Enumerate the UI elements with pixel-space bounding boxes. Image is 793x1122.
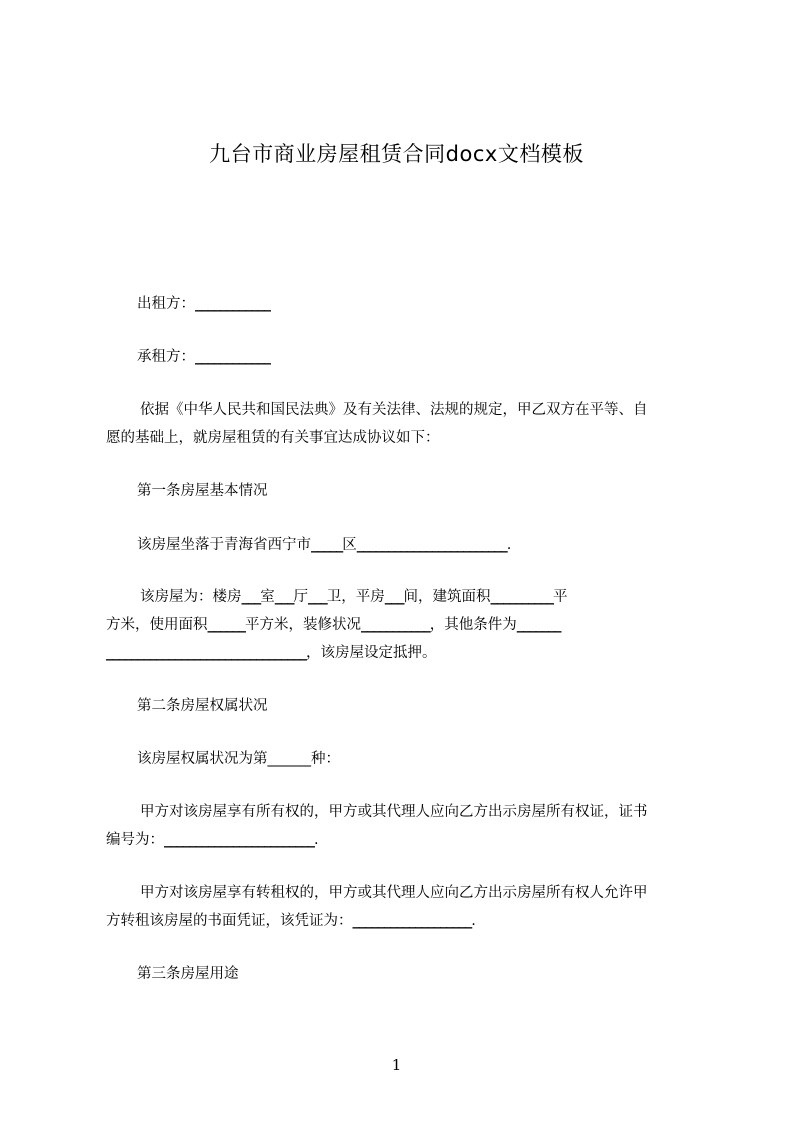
district-blank: _____ (311, 537, 343, 553)
lessor-line (137, 292, 270, 313)
location-end: . (506, 537, 512, 553)
mortgage-text: ，该房屋设定抵押。 (306, 645, 437, 661)
baths-blank: ___ (308, 589, 327, 605)
usable-area-blank: ______ (207, 617, 245, 633)
lessor-label: 出租方： (137, 296, 195, 312)
intro-line-1: 依据《中华人民共和国民法典》及有关法律、法规的规定，甲乙双方在平等、自 (140, 402, 648, 418)
house-text-c: 室 (260, 589, 275, 605)
document-title: 九台市商业房屋租赁合同docx文档模板 (209, 142, 584, 166)
page-number: 1 (391, 1056, 402, 1074)
sublet-proof-blank: ___________________ (352, 913, 472, 929)
decoration-blank: ___________ (361, 617, 430, 633)
location-mid: 区 (342, 537, 357, 553)
lessee-blank: ____________ (195, 349, 270, 365)
cert-number-label: 编号为： (106, 832, 164, 848)
floor-area-blank: __________ (490, 589, 553, 605)
lessee-label: 承租方： (137, 349, 195, 365)
house-line-2 (106, 613, 561, 634)
other-conditions-blank-cont: ________________________________ (106, 645, 306, 661)
house-text-g: 平 (553, 589, 568, 605)
cert-number-end: . (314, 832, 319, 848)
house2-text-d: ，其他条件为 (429, 617, 517, 633)
location-prefix: 该房屋坐落于青海省西宁市 (137, 537, 311, 553)
article1-heading: 第一条房屋基本情况 (137, 483, 268, 499)
intro-line-2: 愿的基础上，就房屋租赁的有关事宜达成协议如下： (106, 430, 440, 446)
ownership-suffix: 种： (311, 751, 340, 767)
bungalow-blank: ___ (384, 589, 404, 605)
house-text-e: 卫，平房 (326, 589, 385, 605)
house-line-3 (106, 641, 437, 662)
ownership-prefix: 该房屋权属状况为第 (137, 751, 268, 767)
article3-heading: 第三条房屋用途 (137, 966, 239, 982)
article2-heading: 第二条房屋权属状况 (137, 698, 268, 714)
address-blank: ________________________ (356, 537, 507, 553)
own-para2-line1: 甲方对该房屋享有转租权的，甲方或其代理人应向乙方出示房屋所有权人允许甲 (140, 885, 648, 901)
lessor-blank: ____________ (195, 296, 270, 312)
own-para2-line2 (106, 909, 476, 930)
own-para1-line2 (106, 828, 319, 849)
ownership-type-blank: ______ (267, 751, 311, 767)
lessee-line (137, 345, 270, 366)
ownership-line (137, 747, 340, 768)
rooms-blank: ___ (241, 589, 261, 605)
sublet-proof-end: . (471, 913, 476, 929)
cert-number-blank: ________________________ (164, 832, 314, 848)
sublet-proof-label: 方转租该房屋的书面凭证，该凭证为： (106, 913, 353, 929)
house-text-d: 厅 (293, 589, 308, 605)
location-line (137, 533, 511, 554)
halls-blank: ___ (274, 589, 294, 605)
house-text-f: 间，建筑面积 (403, 589, 491, 605)
house2-text-c: 平方米，装修状况 (245, 617, 361, 633)
own-para1-line1: 甲方对该房屋享有所有权的，甲方或其代理人应向乙方出示房屋所有权证，证书 (140, 804, 648, 820)
other-conditions-blank: _______ (516, 617, 561, 633)
house-line-1 (140, 585, 568, 606)
house-text-a: 该房屋为：楼房 (140, 589, 242, 605)
house2-text-a: 方米，使用面积 (106, 617, 208, 633)
